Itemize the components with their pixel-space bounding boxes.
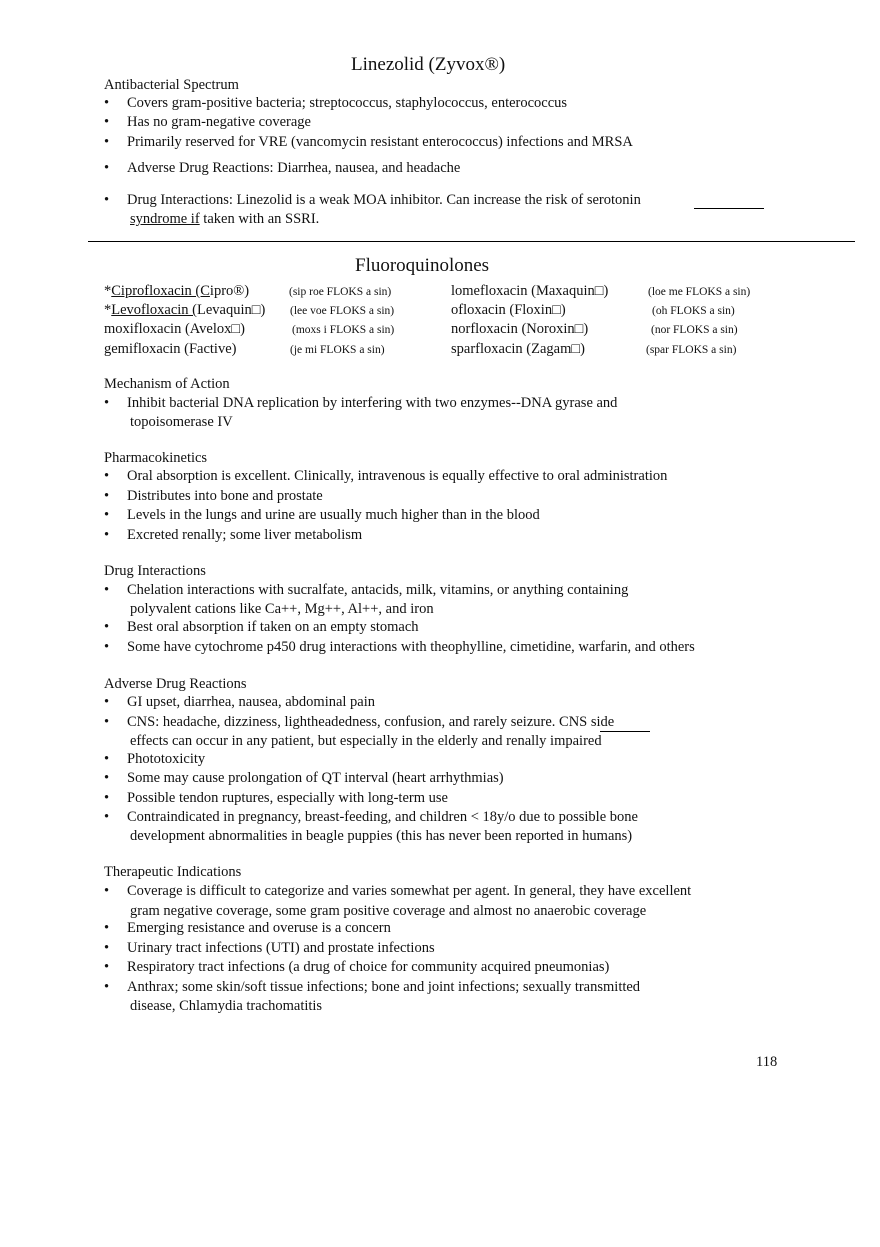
list-item: Has no gram-negative coverage (127, 114, 311, 130)
list-item: Possible tendon ruptures, especially with long-term use (127, 790, 448, 806)
list-item: Primarily reserved for VRE (vancomycin resistant enterococcus) infections and MRSA (127, 134, 633, 150)
list-item-continued: disease, Chlamydia trachomatitis (130, 998, 323, 1014)
drug-name (104, 283, 249, 300)
drug-prefix: * (104, 302, 112, 318)
bullet: • (104, 959, 110, 975)
list-item: Anthrax; some skin/soft tissue infections; bone and joint infections; sexually transmitted (127, 979, 641, 995)
bullet: • (104, 95, 110, 111)
bullet: • (104, 883, 110, 899)
pronunciation: (nor FLOKS a sin) (651, 324, 738, 336)
bullet: • (104, 920, 110, 936)
section-divider (88, 241, 855, 242)
list-item-continued: development abnormalities in beagle puppies (this has never been reported in humans) (130, 828, 633, 844)
list-item: Distributes into bone and prostate (127, 488, 323, 504)
interaction-line-2-rest: taken with an SSRI. (199, 211, 320, 227)
bullet: • (104, 395, 110, 411)
ti-heading: Therapeutic Indications (104, 864, 242, 880)
blank-underline (694, 208, 764, 209)
drug-name-underlined: Ciprofloxacin (C (111, 283, 210, 299)
bullet: • (104, 114, 110, 130)
list-item: Oral absorption is excellent. Clinically, intravenous is equally effective to oral administration (127, 468, 668, 484)
pronunciation: (spar FLOKS a sin) (646, 344, 737, 356)
bullet: • (104, 134, 110, 150)
list-item: CNS: headache, dizziness, lightheadedness, confusion, and rarely seizure. CNS side (127, 714, 615, 730)
list-item: Covers gram-positive bacteria; streptococcus, staphylococcus, enterococcus (127, 95, 568, 111)
bullet: • (104, 527, 110, 543)
list-item-continued: gram negative coverage, some gram positive coverage and almost no anaerobic coverage (130, 903, 647, 919)
bullet: • (104, 714, 110, 730)
bullet: • (104, 192, 110, 208)
bullet: • (104, 619, 110, 635)
moa-heading: Mechanism of Action (104, 376, 230, 392)
drug-name: ofloxacin (Floxin□) (451, 302, 566, 318)
underlined-text: syndrome if (130, 211, 200, 227)
list-item: Chelation interactions with sucralfate, antacids, milk, vitamins, or anything containing (127, 582, 629, 598)
drug-name (104, 341, 236, 358)
list-item: Some have cytochrome p450 drug interactions with theophylline, cimetidine, warfarin, and others (127, 639, 695, 655)
list-item: Best oral absorption if taken on an empty stomach (127, 619, 419, 635)
list-item: Some may cause prolongation of QT interval (heart arrhythmias) (127, 770, 504, 786)
list-item: Respiratory tract infections (a drug of choice for community acquired pneumonias) (127, 959, 610, 975)
list-item: Excreted renally; some liver metabolism (127, 527, 363, 543)
drug-prefix: * (104, 283, 112, 299)
list-item: GI upset, diarrhea, nausea, abdominal pain (127, 694, 376, 710)
spectrum-heading: Antibacterial Spectrum (104, 77, 239, 93)
bullet: • (104, 790, 110, 806)
list-item: Emerging resistance and overuse is a concern (127, 920, 391, 936)
adr-heading: Adverse Drug Reactions (104, 676, 247, 692)
list-item-continued: topoisomerase IV (130, 414, 233, 430)
pronunciation: (sip roe FLOKS a sin) (289, 286, 392, 298)
list-item-continued: effects can occur in any patient, but especially in the elderly and renally impaired (130, 733, 602, 749)
drug-name: norfloxacin (Noroxin□) (451, 321, 589, 337)
di-heading: Drug Interactions (104, 563, 206, 579)
page-number: 118 (756, 1054, 778, 1070)
pk-heading: Pharmacokinetics (104, 450, 208, 466)
drug-name-rest: Levaquin□) (197, 302, 266, 318)
pronunciation: (je mi FLOKS a sin) (290, 344, 385, 356)
pronunciation: (loe me FLOKS a sin) (648, 286, 751, 298)
drug-name: sparfloxacin (Zagam□) (451, 341, 585, 357)
pronunciation: (moxs i FLOKS a sin) (292, 324, 395, 336)
bullet: • (104, 751, 110, 767)
bullet: • (104, 694, 110, 710)
bullet: • (104, 160, 110, 176)
drug-name (104, 302, 265, 319)
list-item: Contraindicated in pregnancy, breast-feeding, and children < 18y/o due to possible bone (127, 809, 638, 825)
list-item: Levels in the lungs and urine are usually much higher than in the blood (127, 507, 540, 523)
list-item: Inhibit bacterial DNA replication by interfering with two enzymes--DNA gyrase and (127, 395, 618, 411)
bullet: • (104, 770, 110, 786)
drug-name-rest: moxifloxacin (Avelox□) (104, 321, 245, 337)
bullet: • (104, 979, 110, 995)
bullet: • (104, 809, 110, 825)
list-item-continued: polyvalent cations like Ca++, Mg++, Al++, and iron (130, 601, 434, 617)
drug-name-underlined: Levofloxacin ( (111, 302, 198, 318)
list-item: Phototoxicity (127, 751, 206, 767)
interaction-line-1: Drug Interactions: Linezolid is a weak MOA inhibitor. Can increase the risk of serotonin (127, 192, 641, 208)
list-item: Adverse Drug Reactions: Diarrhea, nausea, and headache (127, 160, 461, 176)
bullet: • (104, 488, 110, 504)
bullet: • (104, 940, 110, 956)
bullet: • (104, 468, 110, 484)
list-item: Urinary tract infections (UTI) and prostate infections (127, 940, 435, 956)
bullet: • (104, 507, 110, 523)
interaction-line-2 (130, 211, 319, 228)
fluoroquinolones-title: Fluoroquinolones (355, 255, 490, 276)
list-item: Coverage is difficult to categorize and varies somewhat per agent. In general, they have excellent (127, 883, 692, 899)
linezolid-title: Linezolid (Zyvox®) (351, 54, 506, 75)
drug-name-rest: gemifloxacin (Factive) (104, 341, 237, 357)
emphasis-underline (600, 731, 650, 732)
pronunciation: (lee voe FLOKS a sin) (290, 305, 395, 317)
drug-name (104, 321, 245, 338)
drug-name: lomefloxacin (Maxaquin□) (451, 283, 609, 299)
drug-name-rest: ipro®) (209, 283, 250, 299)
bullet: • (104, 639, 110, 655)
bullet: • (104, 582, 110, 598)
pronunciation: (oh FLOKS a sin) (652, 305, 735, 317)
